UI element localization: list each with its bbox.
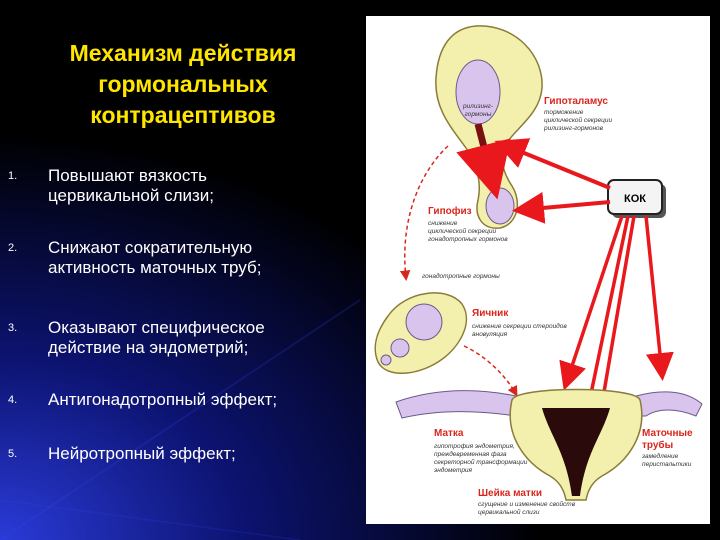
list-text-line: Нейротропный эффект;: [48, 444, 236, 463]
uterus-label: Матка: [434, 428, 464, 439]
ovary-dashed-path: [464, 346, 516, 394]
cervix-note-2: цервикальной слизи: [478, 509, 540, 516]
cervix-label: Шейка матки: [478, 488, 542, 499]
slide-title: [18, 38, 348, 131]
hypothalamus-note-2: циклической секреции: [544, 117, 613, 124]
uterus-note-2: преждевременная фаза: [434, 451, 507, 458]
list-text-line: действие на эндометрий;: [48, 338, 249, 357]
list-text: [48, 390, 348, 410]
tubes-label-2: трубы: [642, 440, 674, 451]
arrow-to-tubes: [646, 216, 662, 374]
arrow-to-hypothalamus: [502, 144, 610, 188]
title-line-3: контрацептивов: [90, 102, 276, 128]
uterus-note-3: секреторной трансформации: [434, 459, 528, 466]
uterus-note-4: эндометрия: [434, 467, 473, 474]
ovary-follicle-small: [391, 339, 409, 357]
hypothalamus-label: Гипоталамус: [544, 96, 608, 107]
mechanism-diagram: [366, 16, 710, 524]
pituitary-gland: [486, 188, 514, 224]
tubes-note-2: перистальтики: [642, 461, 692, 468]
kok-label: КОК: [624, 193, 646, 205]
cervix-note-1: сгущение и изменение свойств: [478, 501, 576, 508]
list-text-line: Антигонадотропный эффект;: [48, 390, 278, 409]
list-text: [48, 238, 348, 278]
pituitary-note-3: гонадотропных гормонов: [428, 236, 508, 243]
ovary-follicle-tiny: [381, 355, 391, 365]
list-text-line: Оказывают специфическое: [48, 318, 265, 337]
tubes-note-1: замедление: [642, 453, 679, 460]
rh-note-2: гормоны: [464, 111, 492, 118]
ovary-note-2: ановуляция: [472, 331, 508, 338]
ovary-label: Яичник: [472, 308, 509, 319]
tubes-label-1: Маточные: [642, 428, 693, 439]
list-text: [48, 318, 348, 358]
list-text-line: Повышают вязкость: [48, 166, 207, 185]
ovary-note-1: снижение секреции стероидов: [472, 323, 567, 330]
uterus-note-1: гипотрофия эндометрия,: [434, 443, 515, 450]
pituitary-label: Гипофиз: [428, 206, 472, 217]
arrow-to-pituitary: [520, 202, 610, 210]
hypothalamus-note-3: рилизинг-гормонов: [544, 125, 604, 132]
diagram-panel: [366, 16, 710, 524]
list-text: [48, 166, 348, 206]
list-number: 5.: [8, 448, 18, 460]
list-text-line: Снижают сократительную: [48, 238, 253, 257]
list-text-line: цервикальной слизи;: [48, 186, 215, 205]
rh-note-1: рилизинг-: [462, 103, 494, 110]
title-line-2: гормональных: [98, 71, 268, 97]
ovary-follicle-large: [406, 304, 442, 340]
list-text-line: активность маточных труб;: [48, 258, 262, 277]
list-text: [48, 444, 348, 464]
list-number: 2.: [8, 242, 18, 254]
list-number: 4.: [8, 394, 18, 406]
pituitary-note-1: снижение: [428, 220, 458, 227]
title-line-1: Механизм действия: [69, 40, 297, 66]
pituitary-note-2: циклической секреции: [428, 228, 497, 235]
gonadotropins-note: гонадотропные гормоны: [422, 273, 500, 280]
list-number: 3.: [8, 322, 18, 334]
list-number: 1.: [8, 170, 18, 182]
hypothalamus-note-1: торможение: [544, 109, 584, 116]
arrow-to-uterus: [566, 216, 622, 384]
